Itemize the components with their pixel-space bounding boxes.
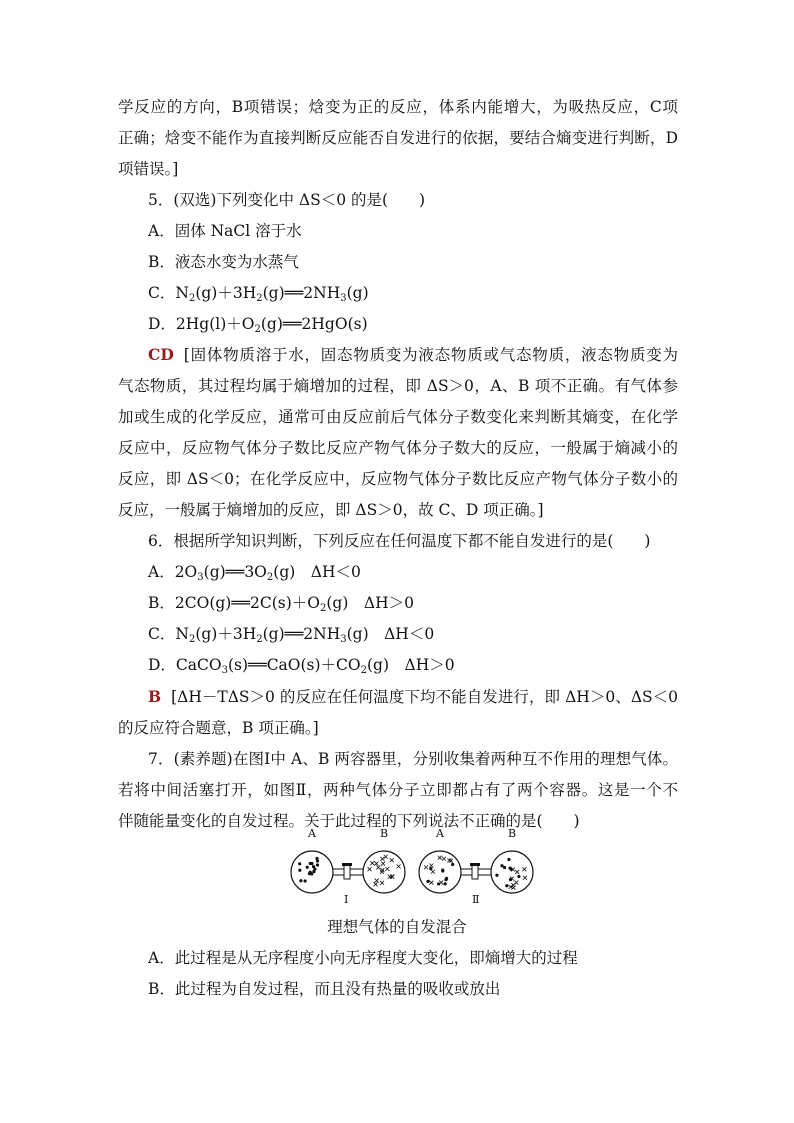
answer-5-line: 加或生成的化学反应，通常可由反应前后气体分子数变化来判断其熵变，在化学 <box>118 408 678 426</box>
label-b-fig2: B <box>508 827 517 840</box>
stopcock-fig1 <box>344 865 350 879</box>
gas-mixing-figure <box>288 827 550 914</box>
option-6c: C．$N_2(g)+3H_2(g)══2NH_3(g)$ ΔH＜0 <box>148 625 435 645</box>
gas-particle-dot <box>298 869 301 872</box>
gas-particle-cross <box>424 865 428 869</box>
option-5b: B．液态水变为水蒸气 <box>148 253 299 271</box>
label-figure-1: Ⅰ <box>344 893 349 906</box>
gas-particle-cross <box>514 881 518 885</box>
gas-particle-dot <box>505 884 508 887</box>
gas-particle-dot <box>316 863 319 866</box>
option-7a: A．此过程是从无序程度小向无序程度大变化，即熵增大的过程 <box>148 949 578 967</box>
gas-particle-cross <box>374 862 378 866</box>
gas-particle-dot <box>316 859 319 862</box>
figure-caption: 理想气体的自发混合 <box>327 918 467 936</box>
text-line: 项错误。] <box>118 160 179 178</box>
gas-particle-cross <box>439 881 443 885</box>
gas-particle-cross <box>515 870 519 874</box>
label-figure-2: Ⅱ <box>472 893 480 906</box>
label-b-fig1: B <box>380 827 389 840</box>
gas-particle-cross <box>380 881 384 885</box>
stopcock-fig2 <box>472 865 478 879</box>
gas-particle-cross <box>385 867 389 871</box>
answer-6-key: B <box>148 687 162 706</box>
gas-particle-cross <box>511 886 515 890</box>
option-5c: C．$N_2(g)+3H_2(g)══2NH_3(g)$ <box>148 284 369 304</box>
answer-5-line: 反应中，反应物气体分子数比反应产物气体分子数大的反应，一般属于熵减小的 <box>118 439 678 457</box>
answer-5-key: CD <box>148 345 174 364</box>
label-a-fig1: A <box>308 827 316 840</box>
answer-6-line: 的反应符合题意，B 项正确。] <box>118 719 319 737</box>
gas-particle-cross <box>390 858 394 862</box>
option-6d: D．$CaCO_3(s)══CaO(s)+CO_2(g)$ ΔH＞0 <box>148 656 455 676</box>
option-5a: A．固体 NaCl 溶于水 <box>148 222 302 240</box>
gas-particle-dot <box>304 879 307 882</box>
gas-particle-dot <box>495 874 498 877</box>
gas-particle-cross <box>442 857 446 861</box>
gas-particle-dot <box>298 862 301 865</box>
stopcock-handle-fig1 <box>342 863 352 866</box>
gas-particle-cross <box>431 870 435 874</box>
gas-particle-cross <box>397 864 401 868</box>
answer-5-line: 反应，即 ΔS＜0；在化学反应中，反应物气体分子数比反应产物气体分子数小的 <box>118 470 678 488</box>
option-6a: A．$2O_3(g)══3O_2(g)$ ΔH＜0 <box>148 563 361 583</box>
gas-particle-dot <box>451 863 454 866</box>
gas-particle-dot <box>426 880 429 883</box>
gas-particle-cross <box>522 867 526 871</box>
gas-particle-cross <box>381 862 385 866</box>
label-a-fig2: A <box>436 827 444 840</box>
gas-particle-cross <box>368 867 372 871</box>
gas-particle-dot <box>517 875 520 878</box>
gas-particle-dot <box>503 866 506 869</box>
gas-particle-cross <box>376 865 380 869</box>
answer-5-line: 反应，一般属于熵增加的反应，即 ΔS＞0，故 C、D 项正确。] <box>118 501 544 519</box>
question-7-line: 伴随能量变化的自发过程。关于此过程的下列说法不正确的是( ) <box>118 812 580 830</box>
container-a-fig1 <box>291 851 333 893</box>
gas-particle-dot <box>309 862 312 865</box>
gas-particle-dot <box>441 869 444 872</box>
gas-particle-dot <box>306 866 309 869</box>
gas-particle-dot <box>507 858 510 861</box>
gas-particle-dot <box>299 879 302 882</box>
stopcock-handle-fig2 <box>470 863 480 866</box>
gas-particle-cross <box>429 863 433 867</box>
text-line: 学反应的方向，B项错误；焓变为正的反应，体系内能增大，为吸热反应，C项 <box>118 98 678 116</box>
gas-particle-dot <box>444 882 447 885</box>
gas-particle-dot <box>445 877 448 880</box>
gas-particle-dot <box>500 864 503 867</box>
gas-particle-cross <box>384 855 388 859</box>
question-7-line: 若将中间活塞打开，如图Ⅱ，两种气体分子立即都占有了两个容器。这是一个不 <box>118 781 678 799</box>
question-7-line: 7．(素养题)在图Ⅰ中 A、B 两容器里，分别收集着两种互不作用的理想气体。 <box>148 750 678 768</box>
gas-particle-cross <box>370 861 374 865</box>
answer-5-line: CD [固体物质溶于水，固态物质变为液态物质或气态物质，液态物质变为 <box>148 345 678 364</box>
question-5: 5．(双选)下列变化中 ΔS＜0 的是( ) <box>148 191 426 209</box>
option-7b: B．此过程为自发过程，而且没有热量的吸收或放出 <box>148 980 501 998</box>
gas-particle-cross <box>375 879 379 883</box>
gas-particle-dot <box>312 870 315 873</box>
option-6b: B．$2CO(g)══2C(s)+O_2(g)$ ΔH＞0 <box>148 594 414 614</box>
gas-particle-dot <box>312 865 315 868</box>
gas-particle-dot <box>308 872 311 875</box>
gas-particle-cross <box>380 857 384 861</box>
gas-mixing-diagram <box>288 838 550 914</box>
text-line: 正确；焓变不能作为直接判断反应能否自发进行的依据，要结合熵变进行判断，D <box>118 129 678 147</box>
gas-particle-cross <box>523 876 527 880</box>
option-5d: D．$2Hg(l)+O_2(g)══2HgO(s)$ <box>148 315 368 335</box>
answer-6-line: B [ΔH－TΔS＞0 的反应在任何温度下均不能自发进行，即 ΔH＞0、ΔS＜0 <box>148 687 678 706</box>
answer-5-line: 气态物质，其过程均属于熵增加的过程，即 ΔS＞0，A、B 项不正确。有气体参 <box>118 377 678 395</box>
gas-particle-cross <box>509 885 513 889</box>
gas-particle-cross <box>438 856 442 860</box>
gas-particle-cross <box>429 881 433 885</box>
gas-particle-cross <box>374 882 378 886</box>
question-6: 6．根据所学知识判断，下列反应在任何温度下都不能自发进行的是( ) <box>148 532 651 550</box>
